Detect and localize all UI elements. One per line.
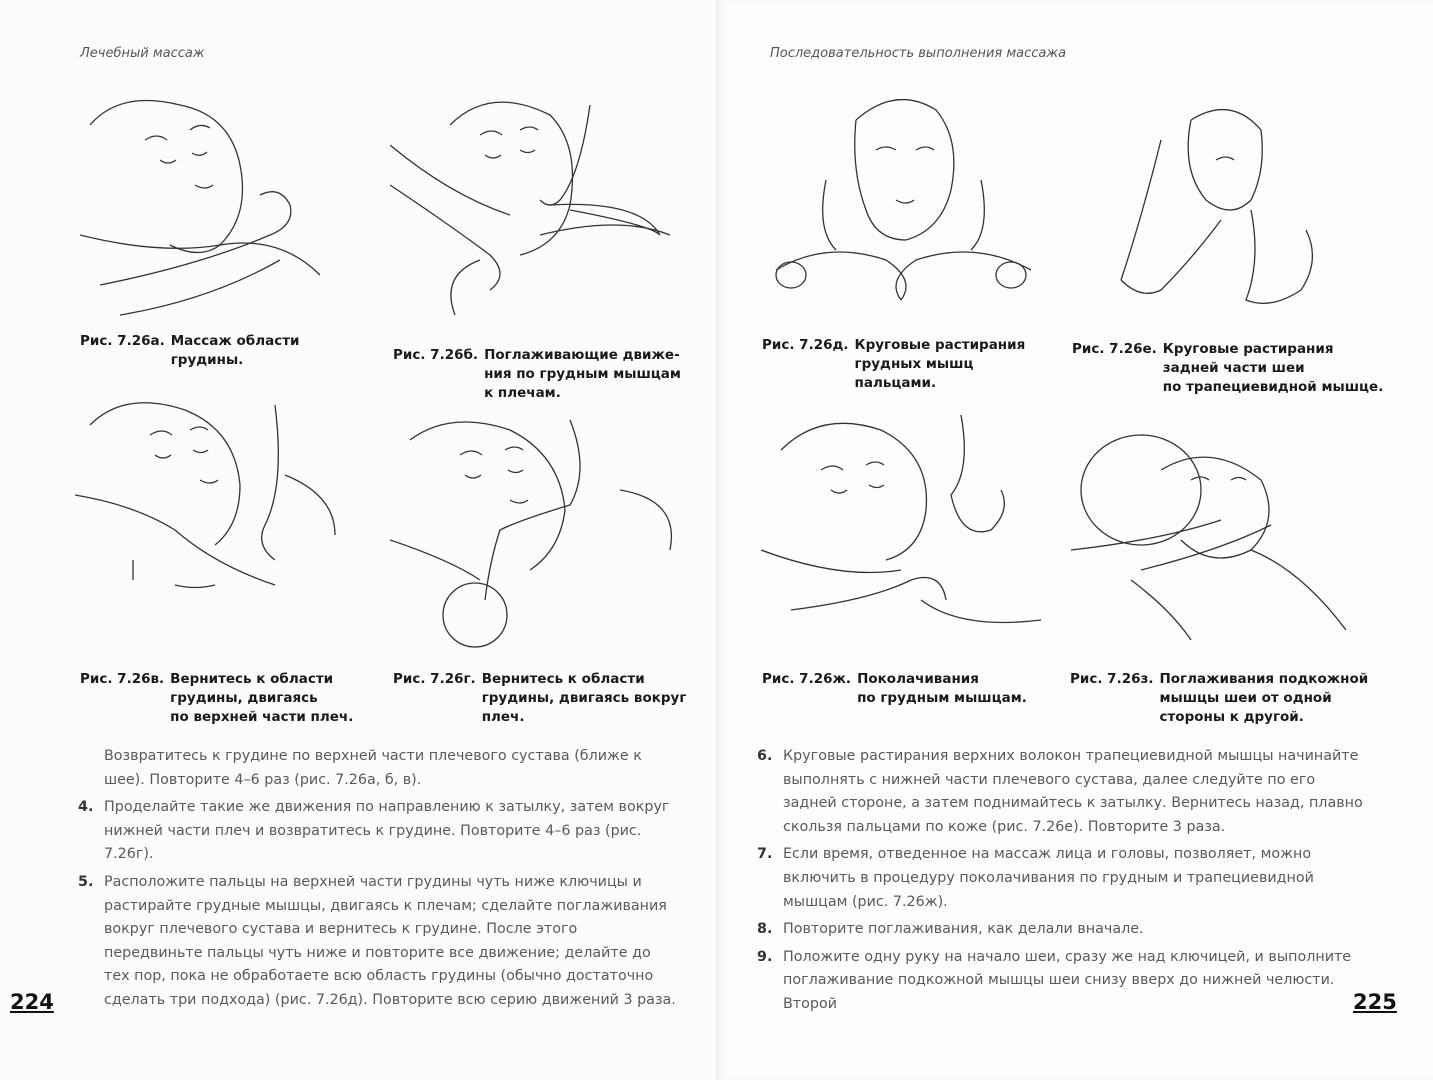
- left-page: [0, 0, 716, 1080]
- step-item: 5. Расположите пальцы на верхней части грудины чуть ниже ключицы и растирайте грудные мышцы, двигаясь к плечам; сделайте поглаживания вокруг плечевого сустава и вернитесь к грудине. После этого передвиньте пальцы чуть ниже и повторите все движение; делайте до тех пор, пока не обработаете всю область грудины (обычно достаточно сделать три подхода) (рис. 7.26д). Повторите всю серию движений 3 раза.: [78, 873, 676, 1008]
- page-number: 224: [10, 990, 54, 1014]
- figure-7-26e-illustration: [1081, 100, 1341, 330]
- step-item: 9. Положите одну руку на начало шеи, сразу же над ключицей, и выполните поглаживание подкожной мышцы шеи снизу вверх до нижней челюсти. Второй: [757, 948, 1352, 1012]
- step-item: 4. Проделайте такие же движения по направлению к затылку, затем вокруг нижней части плеч и возвратитесь к грудине. Повторите 4–6 раз (рис. 7.26г).: [78, 799, 670, 863]
- figure-caption: Рис. 7.26з. Поглаживания подкожной мышцы шеи от одной стороны к другой.: [1070, 671, 1369, 725]
- figure-7-26d-illustration: [766, 90, 1036, 330]
- page-number: 225: [1353, 990, 1397, 1014]
- figure-7-26zh-illustration: [761, 400, 1041, 655]
- figure-7-26b-illustration: [390, 85, 685, 335]
- running-head: Лечебный массаж: [80, 46, 205, 61]
- paragraph: Возвратитесь к грудине по верхней части плечевого сустава (ближе к шее). Повторите 4–6 раз (рис. 7.26а, б, в).: [104, 748, 642, 788]
- step-item: 6. Круговые растирания верхних волокон трапециевидной мышцы начинайте выполнять с нижней части плечевого сустава, далее следуйте по его задней стороне, а затем поднимайтесь к затылку. Вернитесь назад, плавно скользя пальцами по коже (рис. 7.26е). Повторите 3 раза.: [757, 748, 1363, 835]
- body-text: [78, 745, 678, 1017]
- running-head: Последовательность выполнения массажа: [770, 46, 1067, 61]
- figure-caption: Рис. 7.26б. Поглаживающие движе- ния по грудным мышцам к плечам.: [393, 347, 681, 401]
- figure-7-26z-illustration: [1071, 430, 1346, 645]
- figure-caption: Рис. 7.26г. Вернитесь к области грудины, двигаясь вокруг плеч.: [393, 671, 687, 725]
- figure-7-26g-illustration: [390, 410, 690, 660]
- figure-caption: Рис. 7.26е. Круговые растирания задней части шеи по трапециевидной мышце.: [1072, 341, 1384, 395]
- figure-caption: Рис. 7.26д. Круговые растирания грудных мышц пальцами.: [762, 337, 1026, 391]
- figure-caption: Рис. 7.26в. Вернитесь к области грудины, двигаясь по верхней части плеч.: [80, 671, 354, 725]
- body-text: [757, 745, 1367, 1021]
- figure-caption: Рис. 7.26ж. Поколачивания по грудным мышцам.: [762, 671, 1027, 706]
- figure-caption: Рис. 7.26а. Массаж области грудины.: [80, 333, 300, 368]
- step-item: 7. Если время, отведенное на массаж лица и головы, позволяет, можно включить в процедуру поколачивания по грудным и трапециевидной мышцам (рис. 7.26ж).: [757, 846, 1314, 910]
- figure-7-26v-illustration: [75, 385, 350, 645]
- step-item: 8. Повторите поглаживания, как делали вначале.: [757, 921, 1144, 938]
- figure-7-26a-illustration: [80, 85, 340, 320]
- right-page: [716, 0, 1433, 1080]
